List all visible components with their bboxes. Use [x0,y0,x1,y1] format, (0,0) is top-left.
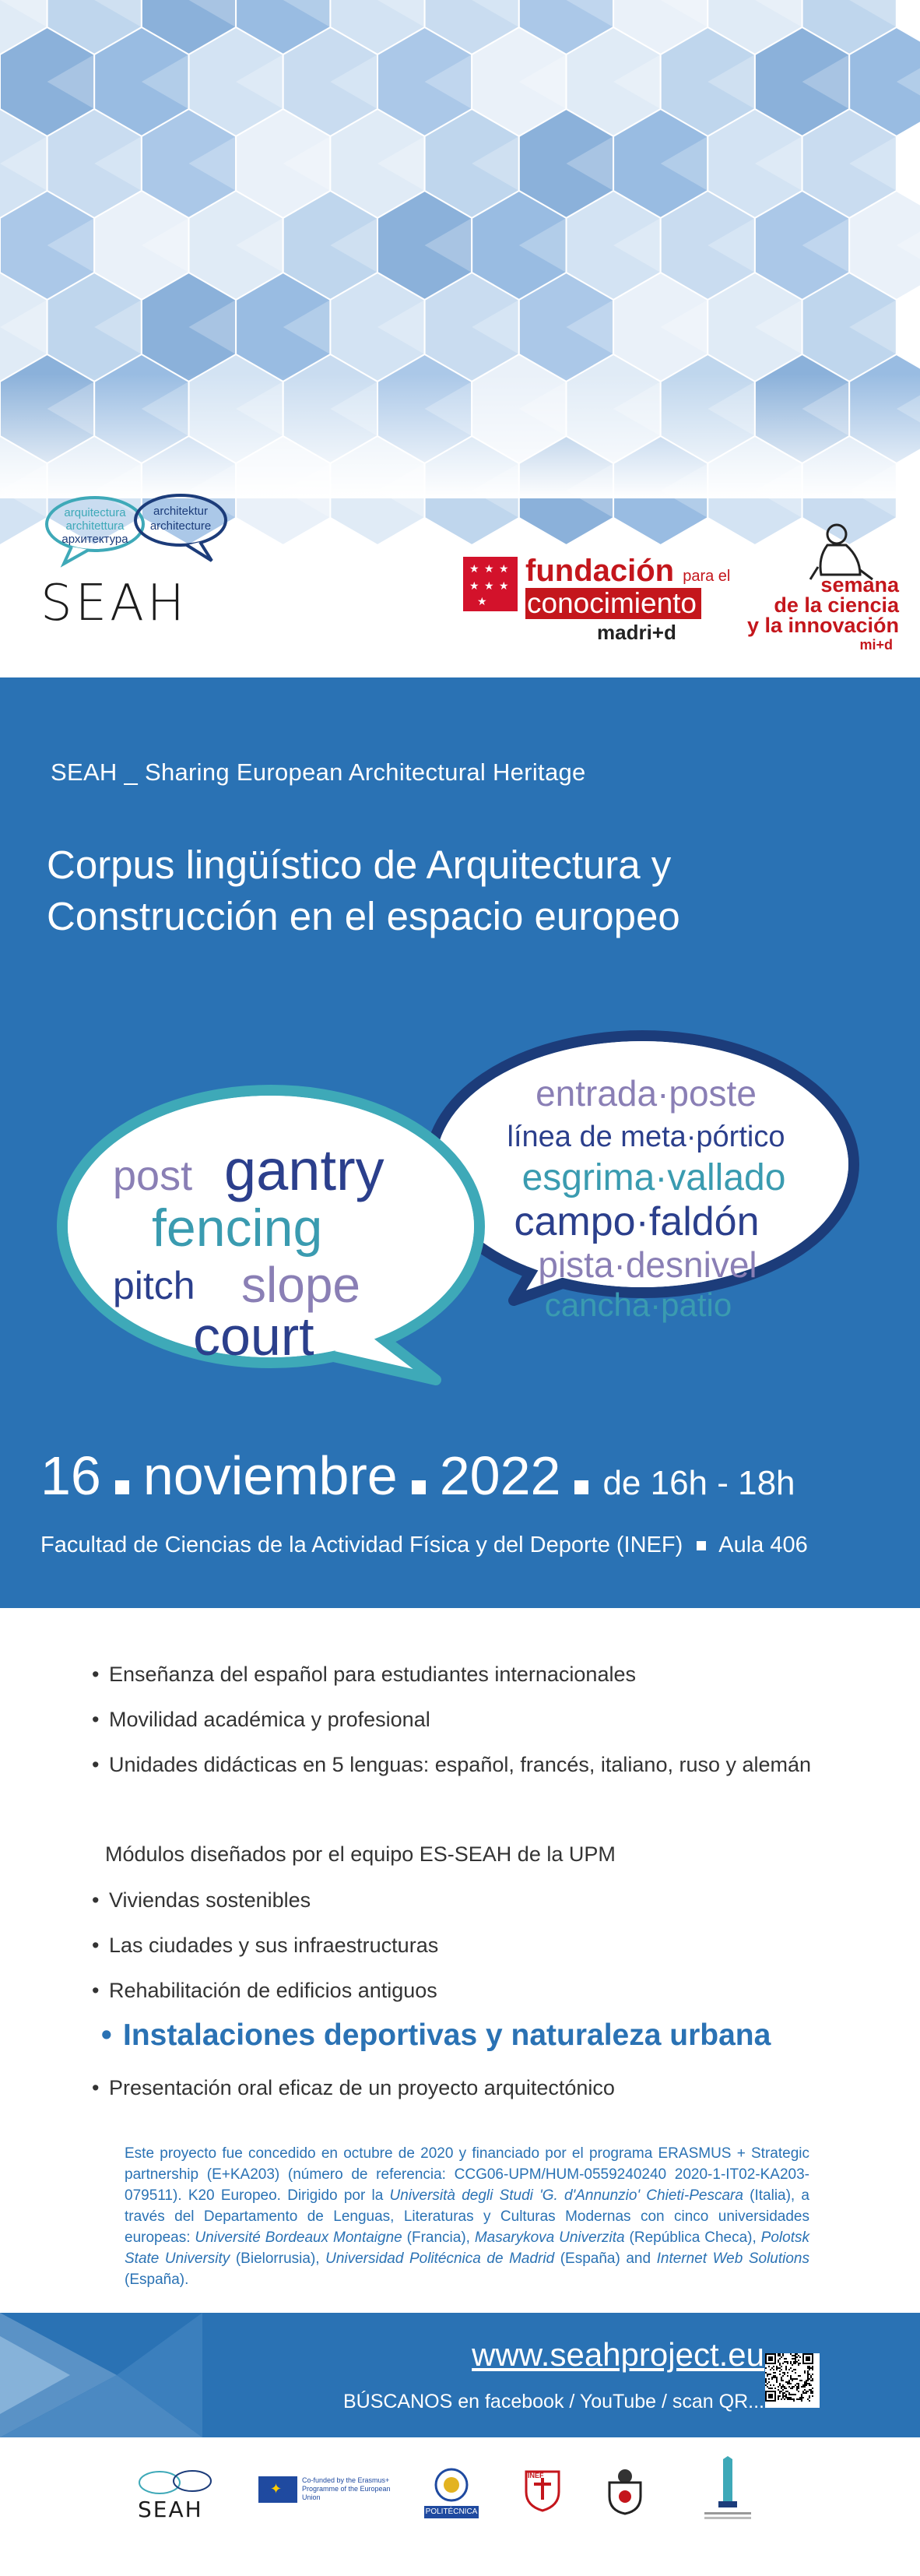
event-title-line: Corpus lingüístico de Arquitectura y [47,843,672,887]
project-university: Polotsk State University [125,2229,809,2267]
erasmus-eu-logo [258,2476,395,2523]
fundacion-conocimiento: conocimiento [525,588,701,619]
speech-bubbles-icon [136,2469,214,2500]
project-university: Universidad Politécnica de Madrid [325,2250,555,2267]
word-campo-faldon: campo·faldón [514,1199,760,1244]
event-time: de 16h - 18h [602,1464,795,1502]
upm-crest-icon [424,2465,479,2504]
word-entrada-poste: entrada·poste [535,1073,757,1114]
seah-small-wordmark: SEAH [138,2497,203,2522]
feature-item: • Unidades didácticas en 5 lenguas: español, francés, italiano, ruso y alemán [109,1753,811,1777]
seah-bubble-word: architettura [65,519,125,533]
seah-wordmark: SEAH [40,575,188,632]
fundacion-para-el: para el [683,568,731,585]
eu-cofunded-text: Co-funded by the Erasmus+ Programme of the European Union [302,2476,391,2501]
social-callout: BÚSCANOS en facebook / YouTube / scan QR... [342,2391,764,2412]
word-cancha-patio: cancha·patio [544,1286,732,1323]
project-university: Université Bordeaux Montaigne [195,2229,402,2246]
semana-ciencia-logo [743,520,899,660]
faculty-logo [697,2455,759,2525]
semana-line: y la innovación [746,614,899,637]
qr-code[interactable] [765,2353,820,2408]
upm-logo [424,2465,479,2528]
project-text: (España). [125,2272,189,2288]
event-year: 2022 [439,1445,561,1506]
partner-logos [0,2437,920,2576]
module-item: • Viviendas sostenibles [109,1888,311,1913]
fundacion-name-text: fundación [525,554,675,588]
inef-label: INEF [528,2472,544,2479]
module-item-highlighted: • Instalaciones deportivas y naturaleza urbana [123,2018,771,2053]
hero-header [0,0,920,677]
event-title [47,839,680,942]
project-text: (Bielorrusia), [230,2250,326,2267]
project-text: Este proyecto fue concedido en octubre de 2020 y financiado por el programa ERASMUS + Strategic partnership (E+KA203) (número de referencia: CCG06-UPM/HUM-0559240240 2020-1-IT02-KA203-079511). K20 Europeo. Dirigido por la [125,2145,809,2204]
venue-name: Facultad de Ciencias de la Actividad Física y del Deporte (INEF) [40,1533,683,1557]
project-text: (Italia), a través del Departamento de Lenguas, Literaturas y Culturas Modernas con cinco universidades europeas: [125,2187,810,2246]
semana-line: semana [820,573,899,596]
venue-separator [697,1541,706,1550]
madrid-flag-icon: ★ ★ ★ ★ ★ ★ ★ [463,557,518,611]
fundacion-madrid: madri+d [597,621,676,644]
word-bubbles [0,1020,920,1409]
venue-room: Aula 406 [718,1533,808,1557]
event-venue [40,1533,808,1558]
project-text: (República Checa), [624,2229,761,2246]
fundacion-logo [463,554,731,644]
project-text: (España) and [554,2250,657,2267]
footer-band [0,2313,920,2437]
coat-of-arms-logo [603,2465,647,2515]
project-university: Masarykova Univerzita [474,2229,625,2246]
word-post: post [113,1153,193,1199]
semana-title [743,575,899,635]
project-description [125,2143,809,2290]
event-subtitle: SEAH _ Sharing European Architectural Heritage [51,758,586,786]
word-esgrima-vallado: esgrima·vallado [521,1157,786,1198]
word-court: court [193,1306,314,1367]
date-separator [412,1480,426,1494]
date-separator [115,1480,129,1494]
event-title-line: Construcción en el espacio europeo [47,894,680,938]
feature-item: • Movilidad académica y profesional [109,1708,430,1732]
coat-of-arms-icon [603,2465,647,2515]
semana-line: de la ciencia [774,593,899,617]
project-text: (Francia), [402,2229,475,2246]
seah-bubble-word: архитектура [61,533,128,546]
date-separator [574,1480,588,1494]
website-link[interactable]: www.seahproject.eu [472,2336,764,2373]
module-item: • Rehabilitación de edificios antiguos [109,1979,437,2003]
word-linea-de-meta-portico: línea de meta·pórtico [507,1121,785,1153]
module-item: • Las ciudades y sus infraestructuras [109,1934,438,1958]
qr-code-icon [765,2353,813,2402]
project-university: Università degli Studi 'G. d'Annunzio' Chieti-Pescara [389,2187,743,2204]
upm-label: POLITÉCNICA [424,2506,479,2518]
feature-item: • Enseñanza del español para estudiantes internacionales [109,1663,636,1687]
project-university: Internet Web Solutions [656,2250,809,2267]
word-slope: slope [241,1257,360,1313]
inef-logo [523,2469,562,2512]
word-gantry: gantry [224,1138,385,1202]
word-pitch: pitch [113,1264,195,1307]
event-month: noviembre [142,1445,398,1506]
seah-bubble-word: architecture [149,519,212,533]
event-band [0,677,920,1608]
speech-bubbles-icon [40,489,235,575]
event-date [40,1445,795,1507]
seah-bubble-word: arquitectura [64,506,126,519]
modules-heading: Módulos diseñados por el equipo ES-SEAH de la UPM [105,1842,616,1866]
event-day: 16 [40,1445,101,1506]
seah-small-logo [136,2469,214,2523]
faculty-tower-icon [697,2455,759,2525]
seah-logo [40,489,235,632]
word-pista-desnivel: pista·desnivel [538,1244,757,1285]
eu-flag-icon: ✦ [258,2476,297,2503]
semana-tag: mi+d [859,637,893,653]
seah-bubble-word: architektur [153,505,209,518]
word-fencing: fencing [152,1198,323,1258]
fundacion-name [525,554,730,589]
module-item: • Presentación oral eficaz de un proyecto arquitectónico [109,2076,615,2100]
